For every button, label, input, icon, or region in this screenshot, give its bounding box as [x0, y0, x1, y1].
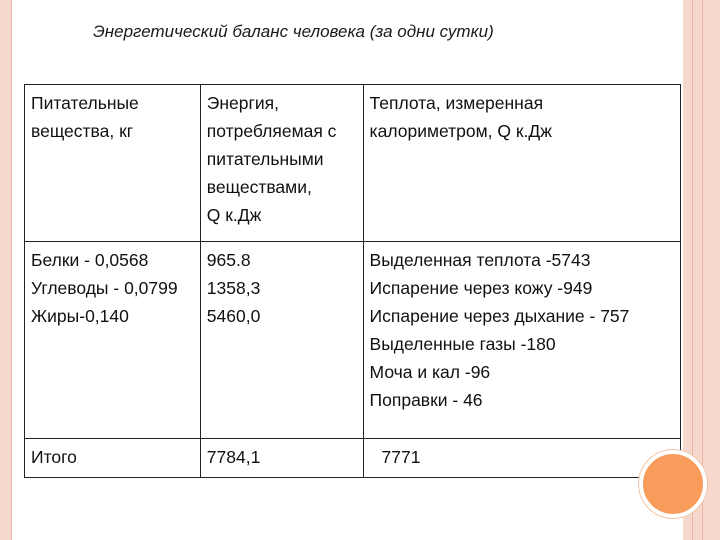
header-cell-heat: Теплота, измеренная калориметром, Q к.Дж — [363, 85, 680, 242]
decorative-circle — [639, 450, 707, 518]
slide-frame-left — [0, 0, 11, 540]
energy-cell: 965.8 1358,3 5460,0 — [200, 242, 363, 439]
heat-cell: Выделенная теплота -5743 Испарение через кожу -949 Испарение через дыхание - 757 Выделенные газы -180 Моча и кал -96 Поправки - 46 — [363, 242, 680, 439]
total-label: Итого — [25, 439, 201, 478]
header-cell-energy: Энергия, потребляемая с питательными веществами, Q к.Дж — [200, 85, 363, 242]
table-total-row — [25, 439, 681, 478]
total-measured: 7771 — [363, 439, 680, 478]
slide-frame-rule — [702, 0, 703, 540]
header-cell-nutrients: Питательные вещества, кг — [25, 85, 201, 242]
total-consumed: 7784,1 — [200, 439, 363, 478]
slide-frame-rule — [11, 0, 12, 540]
nutrients-cell: Белки - 0,0568 Углеводы - 0,0799 Жиры-0,140 — [25, 242, 201, 439]
energy-balance-table — [24, 84, 681, 478]
table-header-row — [25, 85, 681, 242]
table-row — [25, 242, 681, 439]
slide-title: Энергетический баланс человека (за одни сутки) — [93, 22, 494, 41]
